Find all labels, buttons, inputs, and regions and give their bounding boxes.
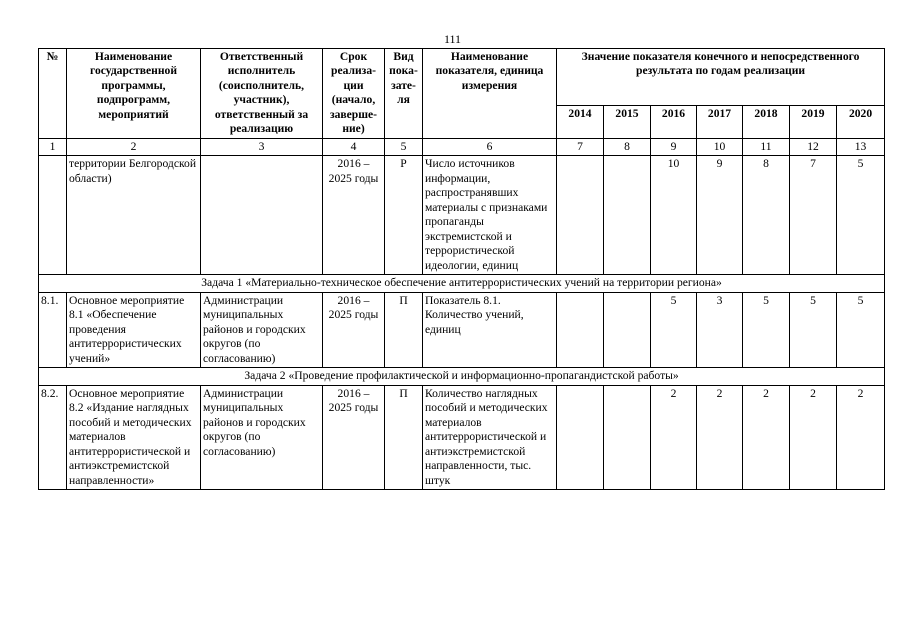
indicators-table — [38, 48, 885, 490]
row-value: 2 — [790, 385, 837, 489]
row-value — [604, 385, 651, 489]
row-type: Р — [385, 156, 423, 275]
row-value: 5 — [790, 292, 837, 367]
row-term: 2016 – 2025 годы — [323, 156, 385, 275]
row-value — [604, 292, 651, 367]
task-row — [39, 275, 885, 292]
row-value: 8 — [743, 156, 790, 275]
row-no — [39, 156, 67, 275]
column-number: 13 — [837, 138, 885, 155]
task-title: Задача 2 «Проведение профилактической и информационно-пропагандистской работы» — [39, 368, 885, 385]
row-program: Основное мероприятие 8.2 «Издание наглядных пособий и методических материалов антитеррористической и антиэкстремистской направленности» — [67, 385, 201, 489]
header-year: 2019 — [790, 105, 837, 138]
row-executor: Администрации муниципальных районов и городских округов (по согласованию) — [201, 385, 323, 489]
row-term: 2016 – 2025 годы — [323, 385, 385, 489]
row-value: 10 — [651, 156, 697, 275]
header-indicator: Наименование показателя, единица измерения — [423, 49, 557, 139]
table-row — [39, 292, 885, 367]
row-value — [557, 292, 604, 367]
row-indicator: Количество наглядных пособий и методических материалов антитеррористической и антиэкстремистской направленности, тыс. штук — [423, 385, 557, 489]
page-number: 111 — [443, 32, 462, 46]
column-number: 4 — [323, 138, 385, 155]
row-value: 7 — [790, 156, 837, 275]
column-number: 11 — [743, 138, 790, 155]
header-values-group: Значение показателя конечного и непосредственного результата по годам реализации — [557, 49, 885, 106]
header-year: 2018 — [743, 105, 790, 138]
row-value — [557, 385, 604, 489]
row-value: 2 — [651, 385, 697, 489]
row-type: П — [385, 385, 423, 489]
table-row — [39, 385, 885, 489]
row-executor: Администрации муниципальных районов и городских округов (по согласованию) — [201, 292, 323, 367]
header-year: 2014 — [557, 105, 604, 138]
header-year: 2016 — [651, 105, 697, 138]
column-number: 12 — [790, 138, 837, 155]
row-value: 9 — [697, 156, 743, 275]
row-value: 5 — [837, 292, 885, 367]
row-indicator: Число источников информации, распространявших материалы с признаками пропаганды экстремистской и террористической идеологии, единиц — [423, 156, 557, 275]
row-value: 3 — [697, 292, 743, 367]
row-no: 8.2. — [39, 385, 67, 489]
row-value: 5 — [651, 292, 697, 367]
column-number: 1 — [39, 138, 67, 155]
header-no: № — [39, 49, 67, 139]
row-indicator: Показатель 8.1. Количество учений, единиц — [423, 292, 557, 367]
row-value — [604, 156, 651, 275]
row-value: 5 — [743, 292, 790, 367]
row-value — [557, 156, 604, 275]
column-number: 9 — [651, 138, 697, 155]
row-value: 2 — [697, 385, 743, 489]
row-program: территории Белгородской области) — [67, 156, 201, 275]
header-year: 2017 — [697, 105, 743, 138]
column-number: 2 — [67, 138, 201, 155]
task-row — [39, 368, 885, 385]
header-type: Вид пока-зате-ля — [385, 49, 423, 139]
header-year: 2015 — [604, 105, 651, 138]
header-program: Наименование государственной программы, подпрограмм, мероприятий — [67, 49, 201, 139]
row-executor — [201, 156, 323, 275]
row-program: Основное мероприятие 8.1 «Обеспечение проведения антитеррористических учений» — [67, 292, 201, 367]
header-term: Срок реализа-ции (начало, заверше-ние) — [323, 49, 385, 139]
header-year: 2020 — [837, 105, 885, 138]
column-number: 6 — [423, 138, 557, 155]
column-number: 8 — [604, 138, 651, 155]
column-number: 7 — [557, 138, 604, 155]
column-numbers-row — [39, 138, 885, 155]
header-executor: Ответственный исполнитель (соисполнитель, участник), ответственный за реализацию — [201, 49, 323, 139]
column-number: 3 — [201, 138, 323, 155]
column-number: 5 — [385, 138, 423, 155]
header-row — [39, 49, 885, 106]
row-value: 2 — [743, 385, 790, 489]
row-no: 8.1. — [39, 292, 67, 367]
row-value: 5 — [837, 156, 885, 275]
row-value: 2 — [837, 385, 885, 489]
table-row — [39, 156, 885, 275]
task-title: Задача 1 «Материально-техническое обеспечение антитеррористических учений на территории региона» — [39, 275, 885, 292]
row-term: 2016 – 2025 годы — [323, 292, 385, 367]
row-type: П — [385, 292, 423, 367]
column-number: 10 — [697, 138, 743, 155]
